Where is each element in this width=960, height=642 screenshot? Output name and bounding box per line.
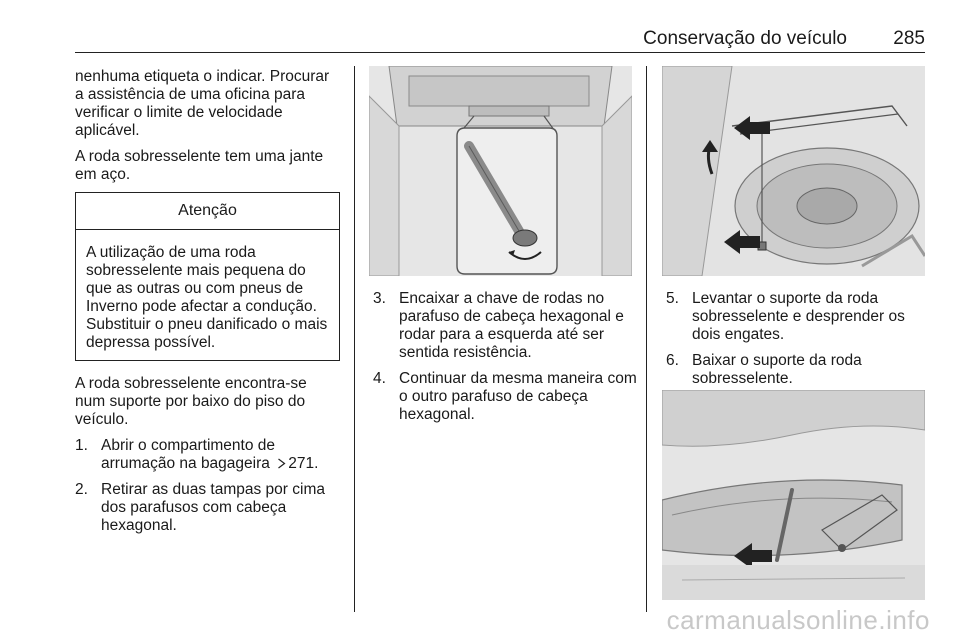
list-item [666,290,931,344]
step-number: 4. [373,370,386,387]
paragraph: nenhuma etiqueta o indicar. Procurar a assistência de uma oficina para verificar o limite de velocidade aplicável. [75,68,330,139]
step-text: Continuar da mesma maneira com o outro parafuso de cabeça hexagonal. [399,370,637,423]
step-number: 2. [75,481,88,498]
step-list [373,290,638,424]
step-number: 5. [666,290,679,307]
illustration-lowering-carrier [662,390,925,600]
section-title: Conservação do veículo [643,28,847,49]
warning-title: Atenção [76,193,339,230]
step-list [75,437,340,535]
watermark: carmanualsonline.info [666,605,930,635]
page-number: 285 [893,28,925,49]
list-item [373,370,638,424]
illustration-spare-wheel-carrier [662,66,925,276]
warning-body: A utilização de uma roda sobresselente mais pequena do que as outras ou com pneus de Inverno pode afectar a condução. Substituir o pneu danificado o mais depressa possível. [86,244,328,351]
step-text: Levantar o suporte da roda sobresselente e desprender os dois engates. [692,290,905,343]
paragraph: A roda sobresselente tem uma jante em aço. [75,148,324,183]
step-text: Baixar o suporte da roda sobresselente. [692,352,862,387]
column-divider [354,66,355,612]
page-header [75,26,925,53]
page-reference-arrow-icon [277,458,286,469]
list-item [75,437,340,473]
right-column [666,290,931,396]
page-reference-link[interactable]: 271. [288,455,319,472]
step-list [666,290,931,388]
column-divider [646,66,647,612]
warning-box [75,192,340,361]
illustration-wrench-on-bolt [369,66,632,276]
step-number: 1. [75,437,88,454]
list-item [666,352,931,388]
step-number: 3. [373,290,386,307]
middle-column [373,290,638,432]
list-item [373,290,638,362]
step-text: Abrir o compartimento de arrumação na bagageira [101,437,276,472]
step-text: Retirar as duas tampas por cima dos parafusos com cabeça hexagonal. [101,481,325,534]
left-column [75,68,340,543]
step-number: 6. [666,352,679,369]
paragraph: A roda sobresselente encontra-se num suporte por baixo do piso do veículo. [75,375,307,428]
list-item [75,481,340,535]
step-text: Encaixar a chave de rodas no parafuso de cabeça hexagonal e rodar para a esquerda até ser sentida resistência. [399,290,624,361]
